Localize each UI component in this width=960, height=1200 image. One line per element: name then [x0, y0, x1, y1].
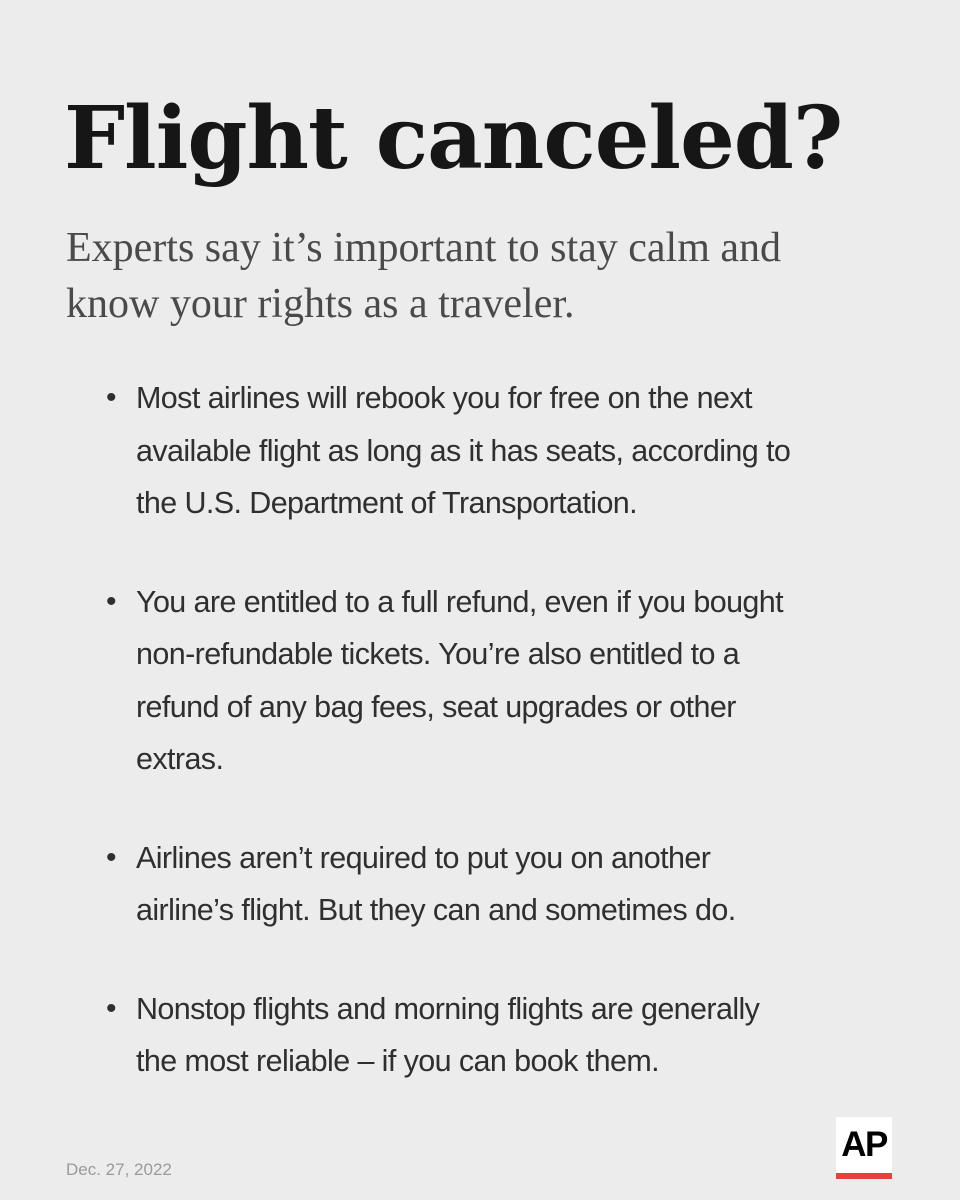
ap-logo [836, 1117, 892, 1179]
list-item [106, 832, 796, 937]
tips-list [106, 372, 796, 1134]
list-item [106, 372, 796, 530]
list-item-text: Nonstop flights and morning flights are generally the most reliable – if you can book them. [136, 991, 760, 1078]
list-item-text: You are entitled to a full refund, even if you bought non-refundable tickets. You’re also entitled to a refund of any bag fees, seat upgrades or other extras. [136, 584, 784, 776]
ap-logo-accent-bar [836, 1173, 892, 1179]
list-item [106, 576, 796, 786]
bullet-icon: • [106, 840, 116, 874]
bullet-icon: • [106, 381, 116, 414]
ap-logo-text: AP [841, 1125, 887, 1164]
page-title: Flight canceled? [64, 88, 843, 189]
list-item-text: Most airlines will rebook you for free on the next available flight as long as it has seats, according to the U.S. Department of Transportation. [136, 381, 791, 520]
list-item-text: Airlines aren’t required to put you on another airline’s flight. But they can and sometimes do. [136, 840, 736, 927]
list-item [106, 983, 796, 1088]
publish-date: Dec. 27, 2022 [66, 1160, 172, 1179]
bullet-icon: • [106, 991, 116, 1025]
subtitle: Experts say it’s important to stay calm and know your rights as a traveler. [66, 225, 782, 327]
bullet-icon: • [106, 584, 116, 618]
